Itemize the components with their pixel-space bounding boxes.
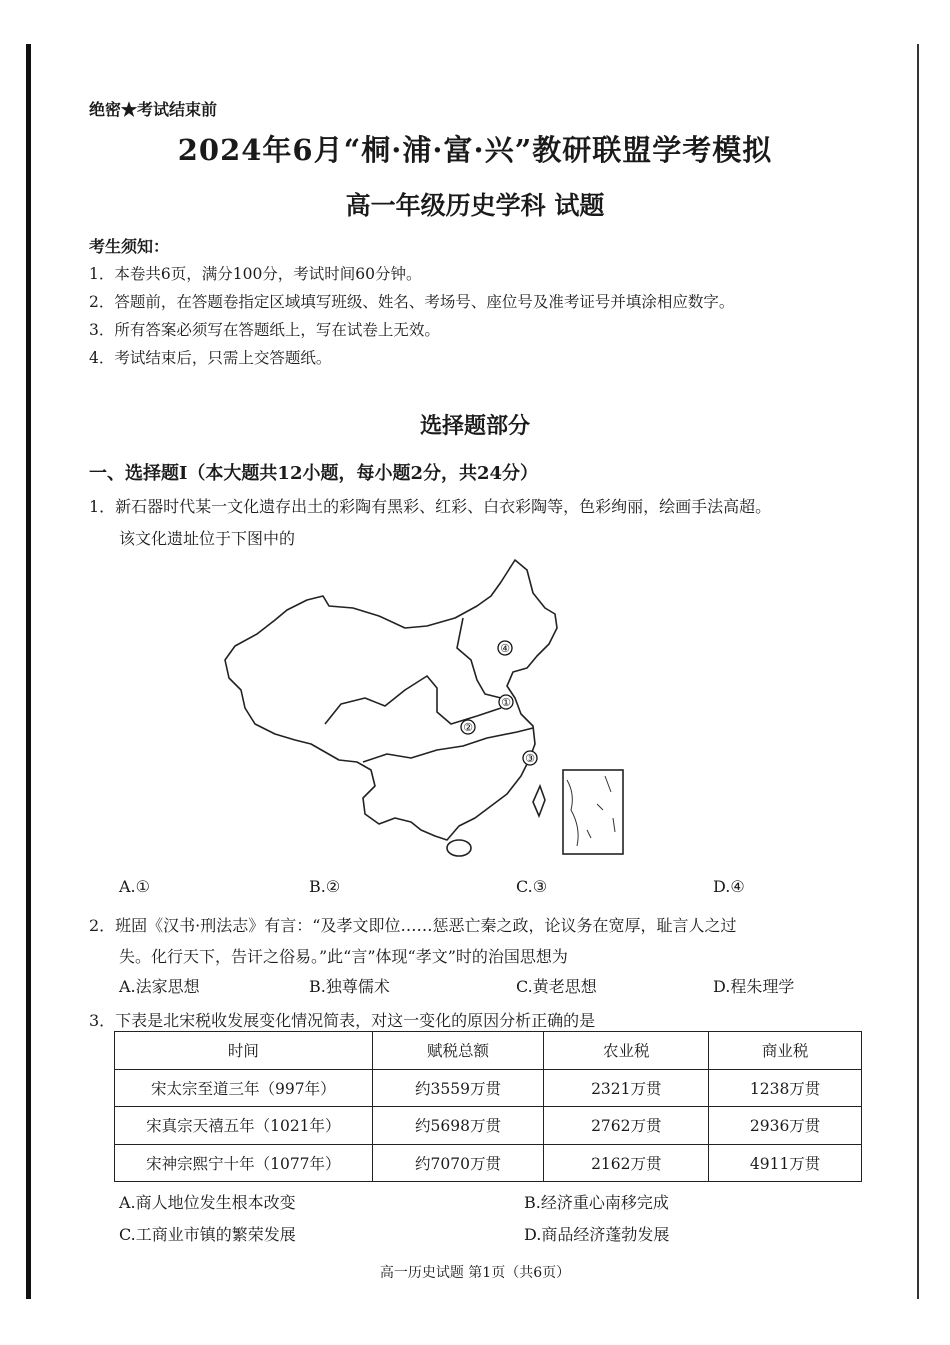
q2-option-b[interactable]: B.独尊儒术: [309, 977, 390, 996]
notice-item: 4．考试结束后，只需上交答题纸。: [89, 349, 332, 367]
table-cell: 2321万贯: [544, 1069, 709, 1107]
inset-islands: [567, 776, 615, 846]
table-cell: 约5698万贯: [372, 1107, 544, 1145]
table-row: [115, 1144, 862, 1182]
yellow-river: [325, 676, 501, 724]
china-inner-border: [457, 618, 513, 702]
table-cell: 2162万贯: [544, 1144, 709, 1182]
table-cell: 1238万贯: [709, 1069, 862, 1107]
q1-option-b[interactable]: B.②: [309, 877, 341, 896]
table-header-cell: 商业税: [709, 1032, 862, 1070]
q2-option-c[interactable]: C.黄老思想: [516, 977, 597, 996]
q3-option-b[interactable]: B.经济重心南移完成: [524, 1193, 669, 1212]
china-map: [215, 548, 635, 868]
q2-option-d[interactable]: D.程朱理学: [713, 977, 795, 996]
q2-stem-line1: 2．班固《汉书·刑法志》有言：“及孝文即位……惩恶亡秦之政，论议务在宽厚，耻言人之过: [89, 916, 737, 935]
table-header-row: [115, 1032, 862, 1070]
part-title: 选择题部分: [419, 413, 530, 439]
notice-item: 1．本卷共6页，满分100分，考试时间60分钟。: [89, 265, 422, 283]
taiwan-island: [533, 786, 545, 816]
q2-stem-line2: 失。化行天下，告讦之俗易。”此“言”体现“孝文”时的治国思想为: [119, 947, 568, 966]
q1-option-d[interactable]: D.④: [713, 877, 745, 896]
q3-option-d[interactable]: D.商品经济蓬勃发展: [524, 1225, 670, 1244]
map-marker: ②: [463, 721, 473, 734]
page-edge-right: [917, 44, 919, 1299]
table-cell: 宋真宗天禧五年（1021年）: [115, 1107, 373, 1145]
tax-table: [114, 1031, 862, 1182]
table-cell: 约3559万贯: [372, 1069, 544, 1107]
q3-option-c[interactable]: C.工商业市镇的繁荣发展: [119, 1225, 296, 1244]
q1-option-a[interactable]: A.①: [119, 877, 150, 896]
page-footer: 高一历史试题 第1页（共6页）: [379, 1265, 571, 1281]
map-marker: ④: [500, 642, 510, 655]
q1-stem-line1: 1．新石器时代某一文化遗存出土的彩陶有黑彩、红彩、白衣彩陶等，色彩绚丽，绘画手法高超。: [89, 497, 772, 516]
hainan-island: [447, 840, 471, 856]
table-cell: 宋神宗熙宁十年（1077年）: [115, 1144, 373, 1182]
page-edge-left: [26, 44, 31, 1299]
map-marker: ③: [525, 752, 535, 765]
exam-title: 2024年6月“桐·浦·富·兴”教研联盟学考模拟: [177, 133, 773, 167]
q1-stem-line2: 该文化遗址位于下图中的: [119, 529, 296, 548]
map-marker: ①: [501, 696, 511, 709]
q1-option-c[interactable]: C.③: [516, 877, 548, 896]
secret-label: 绝密★考试结束前: [89, 100, 218, 119]
yangtze-river: [363, 728, 533, 762]
notice-item: 2．答题前，在答题卷指定区域填写班级、姓名、考场号、座位号及准考证号并填涂相应数字。: [89, 293, 735, 311]
table-row: [115, 1107, 862, 1145]
table-cell: 2762万贯: [544, 1107, 709, 1145]
q3-stem: 3．下表是北宋税收发展变化情况简表，对这一变化的原因分析正确的是: [89, 1011, 596, 1030]
table-header-cell: 赋税总额: [372, 1032, 544, 1070]
notice-heading: 考生须知：: [89, 237, 170, 256]
table-row: [115, 1069, 862, 1107]
section-heading: 一、选择题Ⅰ（本大题共12小题，每小题2分，共24分）: [89, 463, 539, 484]
exam-subtitle: 高一年级历史学科 试题: [345, 191, 605, 220]
table-cell: 4911万贯: [709, 1144, 862, 1182]
table-header-cell: 农业税: [544, 1032, 709, 1070]
table-header-cell: 时间: [115, 1032, 373, 1070]
table-cell: 约7070万贯: [372, 1144, 544, 1182]
q3-option-a[interactable]: A.商人地位发生根本改变: [119, 1193, 296, 1212]
q2-option-a[interactable]: A.法家思想: [119, 977, 200, 996]
notice-item: 3．所有答案必须写在答题纸上，写在试卷上无效。: [89, 321, 440, 339]
table-cell: 2936万贯: [709, 1107, 862, 1145]
table-cell: 宋太宗至道三年（997年）: [115, 1069, 373, 1107]
